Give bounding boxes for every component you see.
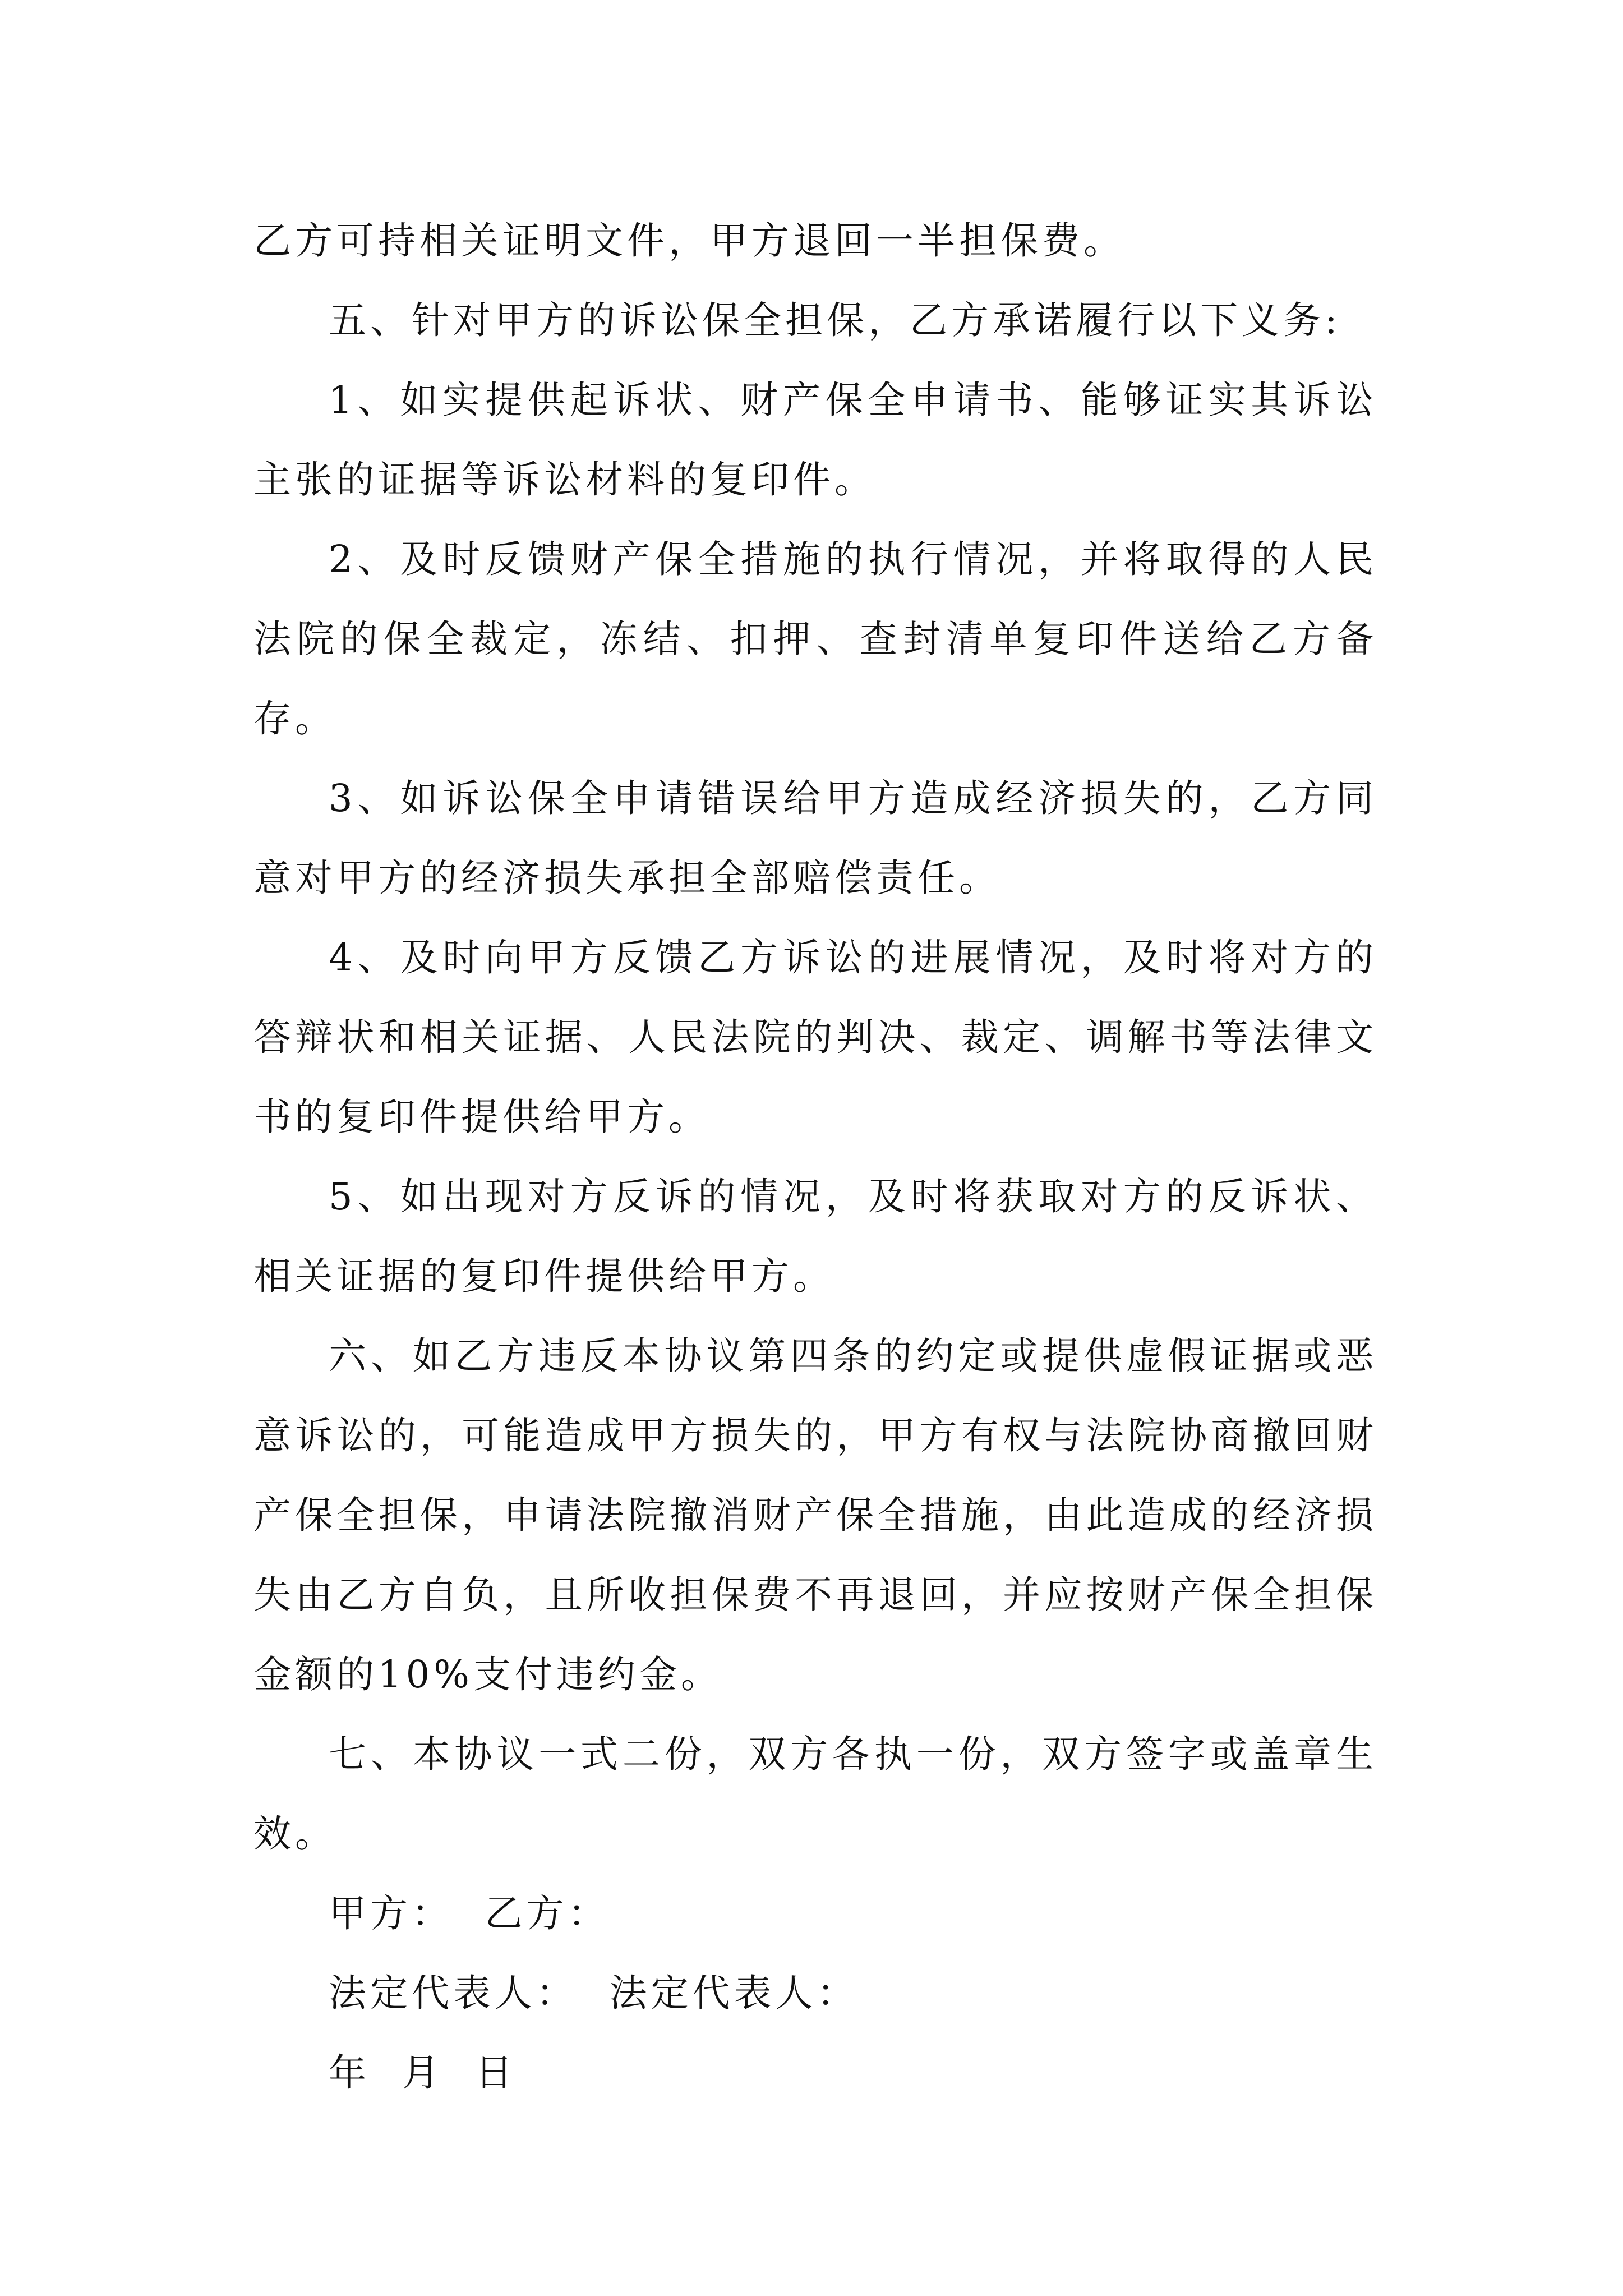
clause-seven: 七、本协议一式二份，双方各执一份，双方签字或盖章生效。 bbox=[253, 1732, 1377, 1856]
clause-five-item-1: 1、如实提供起诉状、财产保全申请书、能够证实其诉讼主张的证据等诉讼材料的复印件。 bbox=[253, 378, 1377, 501]
clause-five-item-5: 5、如出现对方反诉的情况，及时将获取对方的反诉状、相关证据的复印件提供给甲方。 bbox=[253, 1175, 1377, 1298]
clause-five-item-3: 3、如诉讼保全申请错误给甲方造成经济损失的，乙方同意对甲方的经济损失承担全部赔偿责任。 bbox=[253, 776, 1377, 900]
signature-representatives: 法定代表人： 法定代表人： bbox=[329, 1971, 859, 2015]
clause-six: 六、如乙方违反本协议第四条的约定或提供虚假证据或恶意诉讼的，可能造成甲方损失的，甲方有权与法院协商撤回财产保全担保，申请法院撤消财产保全措施，由此造成的经济损失由乙方自负，且所收担保费不再退回，并应按财产保全担保金额的10%支付违约金。 bbox=[253, 1334, 1377, 1696]
clause-five-item-4: 4、及时向甲方反馈乙方诉讼的进展情况，及时将对方的答辩状和相关证据、人民法院的判决、裁定、调解书等法律文书的复印件提供给甲方。 bbox=[253, 936, 1377, 1139]
clause-five-item-2: 2、及时反馈财产保全措施的执行情况，并将取得的人民法院的保全裁定，冻结、扣押、查封清单复印件送给乙方备存。 bbox=[253, 537, 1377, 740]
signature-date: 年 月 日 bbox=[329, 2051, 517, 2095]
paragraph-refund-continuation: 乙方可持相关证明文件，甲方退回一半担保费。 bbox=[253, 219, 1125, 263]
signature-parties: 甲方： 乙方： bbox=[329, 1892, 610, 1935]
clause-five-heading: 五、针对甲方的诉讼保全担保，乙方承诺履行以下义务: bbox=[329, 298, 1341, 342]
agreement-body bbox=[253, 201, 1377, 2113]
